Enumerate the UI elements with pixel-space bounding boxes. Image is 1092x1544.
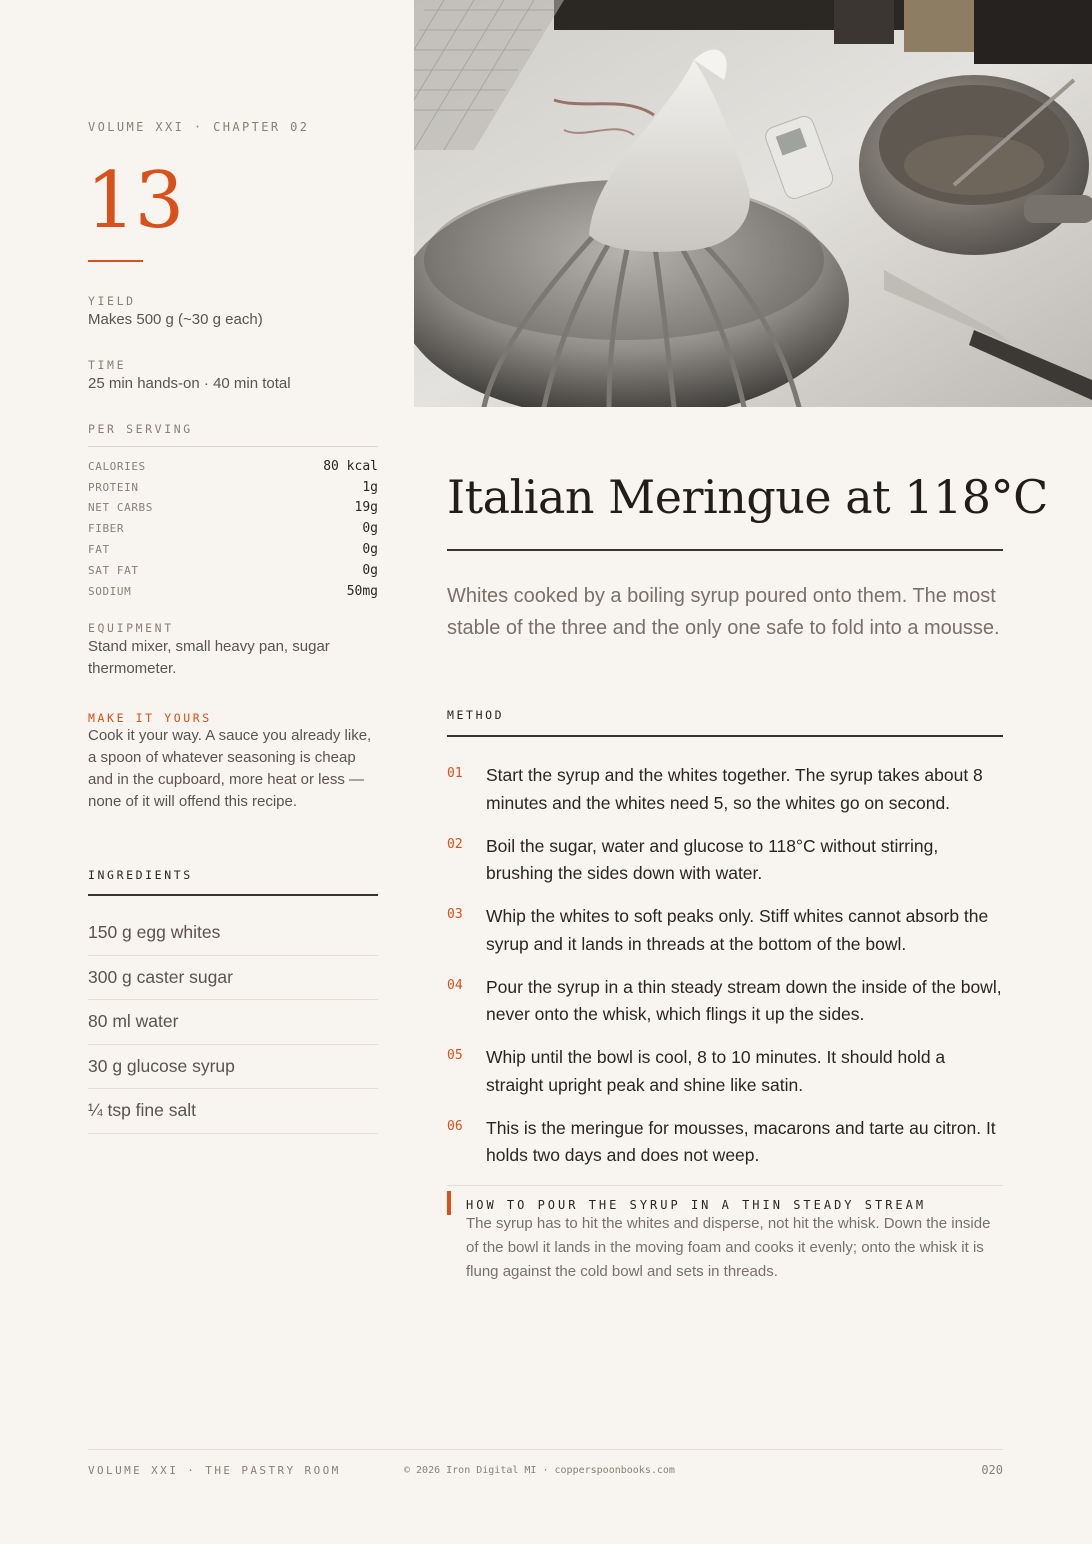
ingredient-item: 30 g glucose syrup <box>88 1045 378 1090</box>
method-step <box>447 833 1003 904</box>
time-label: TIME <box>88 358 127 372</box>
nutrition-row <box>88 581 378 602</box>
nutrition-row <box>88 539 378 560</box>
time-block <box>88 358 378 395</box>
technique-tip <box>447 1185 1003 1284</box>
method-step <box>447 1044 1003 1115</box>
method-label: METHOD <box>447 708 505 722</box>
equipment-label: EQUIPMENT <box>88 621 174 635</box>
step-text: Pour the syrup in a thin steady stream down the inside of the bowl, never onto the whisk, which flings it up the sides. <box>486 976 1002 1024</box>
method-step <box>447 1115 1003 1186</box>
step-text: Whip until the bowl is cool, 8 to 10 minutes. It should hold a straight upright peak and shine like satin. <box>486 1047 946 1095</box>
method-step <box>447 974 1003 1045</box>
tip-text: The syrup has to hit the whites and disperse, not hit the whisk. Down the inside of the bowl it lands in the moving foam and cooks it evenly; onto the whisk it is flung against the cold bowl and sets in threads. <box>466 1215 991 1280</box>
ingredients-heading <box>88 868 378 896</box>
page-footer <box>88 1449 1003 1490</box>
chapter-kicker: VOLUME XXI · CHAPTER 02 <box>88 120 310 134</box>
yield-value: Makes 500 g (~30 g each) <box>88 311 263 328</box>
yield-label: YIELD <box>88 294 136 308</box>
yield-block <box>88 294 378 331</box>
nutrition-table <box>88 446 378 602</box>
make-it-yours-value: Cook it your way. A sauce you already like, a spoon of whatever seasoning is cheap and in the cupboard, more heat or less — none of it will offend this recipe. <box>88 727 372 810</box>
ingredients-label: INGREDIENTS <box>88 868 193 882</box>
nutrition-value: 0g <box>362 562 378 578</box>
nutrition-label: PER SERVING <box>88 422 193 436</box>
chapter-number: 13 <box>86 156 184 246</box>
recipe-dek: Whites cooked by a boiling syrup poured onto them. The most stable of the three and the only one safe to fold into a mousse. <box>447 585 1000 639</box>
make-it-yours-label: MAKE IT YOURS <box>88 711 212 725</box>
method-steps <box>447 762 1003 1185</box>
nutrition-value: 19g <box>354 500 378 516</box>
method-heading <box>447 708 1003 737</box>
nutrition-heading <box>88 422 378 436</box>
step-number: 03 <box>447 907 463 922</box>
hero-photo <box>414 0 1092 407</box>
ingredient-item: 300 g caster sugar <box>88 956 378 1001</box>
equipment-value: Stand mixer, small heavy pan, sugar thermometer. <box>88 638 330 677</box>
recipe-title: Italian Meringue at 118°C <box>447 470 1048 524</box>
nutrition-name: NET CARBS <box>88 501 154 515</box>
nutrition-row <box>88 518 378 539</box>
nutrition-value: 80 kcal <box>323 458 378 474</box>
nutrition-name: CALORIES <box>88 459 146 473</box>
chapter-rule <box>88 260 143 262</box>
nutrition-row <box>88 560 378 581</box>
nutrition-name: FAT <box>88 543 110 557</box>
step-text: This is the meringue for mousses, macarons and tarte au citron. It holds two days and does not weep. <box>486 1117 996 1165</box>
step-number: 04 <box>447 977 463 993</box>
equipment-block <box>88 621 378 680</box>
nutrition-row <box>88 456 378 477</box>
tip-label: HOW TO POUR THE SYRUP IN A THIN STEADY STREAM <box>466 1198 927 1212</box>
step-text: Whip the whites to soft peaks only. Stiff whites cannot absorb the syrup and it lands in threads at the bottom of the bowl. <box>486 906 989 954</box>
ingredient-item: ¼ tsp fine salt <box>88 1089 378 1134</box>
nutrition-name: PROTEIN <box>88 480 139 494</box>
nutrition-value: 1g <box>362 479 378 495</box>
method-step <box>447 762 1003 833</box>
time-value: 25 min hands-on · 40 min total <box>88 375 291 392</box>
step-text: Boil the sugar, water and glucose to 118°C without stirring, brushing the sides down with water. <box>486 835 939 883</box>
nutrition-value: 0g <box>362 521 378 537</box>
tip-accent-bar <box>447 1191 451 1215</box>
page-number: 020 <box>981 1463 1003 1477</box>
nutrition-name: FIBER <box>88 522 125 536</box>
nutrition-row <box>88 477 378 498</box>
nutrition-name: SODIUM <box>88 584 132 598</box>
step-number: 02 <box>447 836 463 852</box>
nutrition-name: SAT FAT <box>88 563 139 577</box>
title-rule <box>447 549 1003 551</box>
step-number: 01 <box>447 766 463 781</box>
ingredient-item: 80 ml water <box>88 1000 378 1045</box>
step-number: 06 <box>447 1118 463 1134</box>
ingredients-list <box>88 911 378 1134</box>
step-number: 05 <box>447 1048 463 1063</box>
step-text: Start the syrup and the whites together. The syrup takes about 8 minutes and the whites need 5, so the whites go on second. <box>486 765 983 813</box>
nutrition-row <box>88 498 378 519</box>
make-it-yours-block <box>88 711 378 813</box>
nutrition-value: 0g <box>362 542 378 558</box>
method-step <box>447 903 1003 974</box>
footer-volume: VOLUME XXI · THE PASTRY ROOM <box>88 1464 341 1477</box>
nutrition-value: 50mg <box>346 583 378 599</box>
footer-copyright: © 2026 Iron Digital MI · copperspoonbooks.com <box>404 1465 675 1476</box>
ingredient-item: 150 g egg whites <box>88 911 378 956</box>
